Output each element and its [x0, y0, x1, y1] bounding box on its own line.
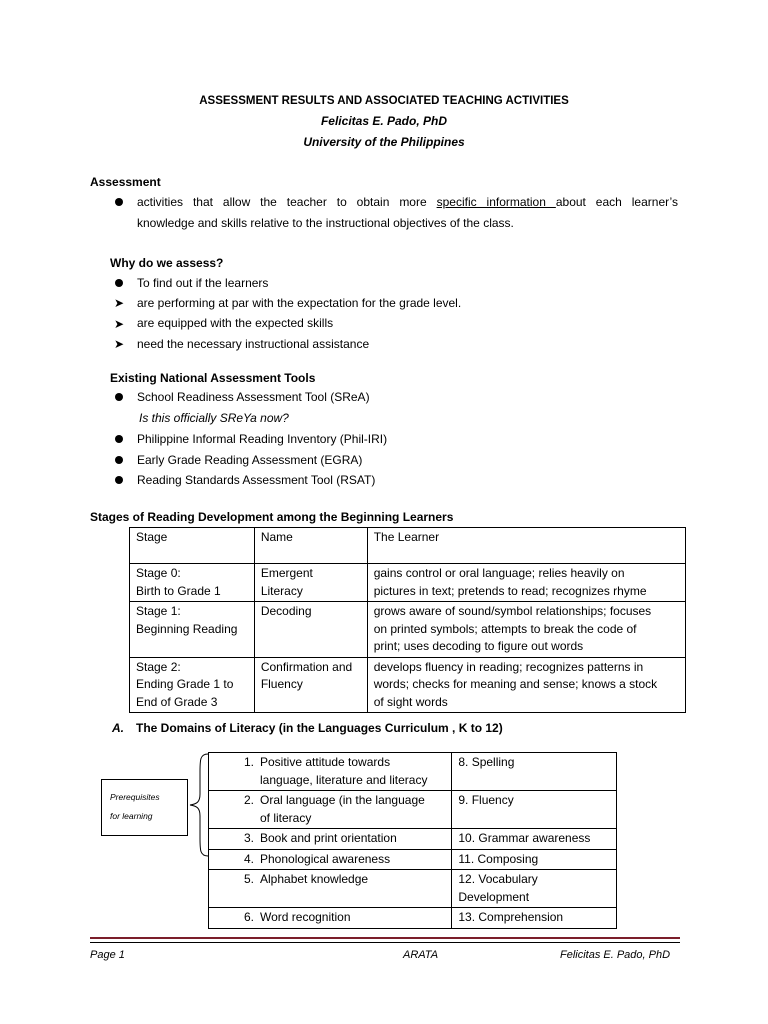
domain-cell: 4. Phonological awareness — [209, 849, 452, 870]
table-row — [209, 829, 617, 850]
domain-cell: 2. Oral language (in the language of literacy — [209, 791, 452, 829]
tool-item: Reading Standards Assessment Tool (RSAT) — [137, 473, 376, 487]
learner-cell: gains control or oral language; relies heavily on pictures in text; pretends to read; recognizes rhyme — [367, 564, 685, 602]
bullet-dot-icon — [115, 279, 123, 287]
stage-cell: Stage 0: Birth to Grade 1 — [130, 564, 255, 602]
bullet-dot-icon — [115, 435, 123, 443]
bullet-dot-icon — [115, 198, 123, 206]
why-sub-item: need the necessary instructional assistance — [137, 337, 370, 351]
table-row — [130, 602, 686, 658]
table-row — [209, 870, 617, 908]
author-name: Felicitas E. Pado, PhD — [320, 114, 448, 128]
why-sub-item: are equipped with the expected skills — [137, 316, 334, 330]
name-cell: Decoding — [254, 602, 367, 658]
footer-author: Felicitas E. Pado, PhD — [560, 949, 671, 961]
table-row — [209, 849, 617, 870]
domain-cell: 9. Fluency — [452, 791, 617, 829]
table-header-cell: Name — [254, 528, 367, 564]
why-bullet: To find out if the learners — [137, 276, 269, 290]
arrow-bullet-icon: ➤ — [114, 296, 125, 310]
learner-cell: develops fluency in reading; recognizes patterns in words; checks for meaning and sense; knows a stock of sight words — [367, 657, 685, 713]
arrow-bullet-icon: ➤ — [114, 337, 125, 351]
footer-rule — [90, 942, 680, 943]
name-cell: Emergent Literacy — [254, 564, 367, 602]
arrow-bullet-icon: ➤ — [114, 317, 125, 331]
domain-cell: 3. Book and print orientation — [209, 829, 452, 850]
table-row — [209, 908, 617, 929]
footer-page-number: Page 1 — [90, 949, 125, 961]
table-row — [130, 564, 686, 602]
prerequisites-label: for learning — [110, 811, 153, 821]
stages-table — [129, 527, 686, 713]
tool-note: Is this officially SReYa now? — [139, 411, 289, 425]
why-sub-item: are performing at par with the expectation for the grade level. — [137, 296, 462, 310]
tool-item: Philippine Informal Reading Inventory (Phil-IRI) — [137, 432, 388, 446]
domains-table — [208, 752, 617, 929]
tools-heading: Existing National Assessment Tools — [110, 371, 316, 385]
table-header-cell: Stage — [130, 528, 255, 564]
domain-cell: 1. Positive attitude towards language, literature and literacy — [209, 753, 452, 791]
footer-rule — [90, 937, 680, 939]
table-row — [209, 791, 617, 829]
bullet-dot-icon — [115, 476, 123, 484]
prerequisites-box — [101, 779, 188, 836]
stage-cell: Stage 1: Beginning Reading — [130, 602, 255, 658]
domain-cell: 12. Vocabulary Development — [452, 870, 617, 908]
table-header-cell: The Learner — [367, 528, 685, 564]
table-row — [130, 657, 686, 713]
domain-cell: 11. Composing — [452, 849, 617, 870]
domain-cell: 8. Spelling — [452, 753, 617, 791]
assessment-definition-line1: activities that allow the teacher to obtain more specific information about each learner’s — [137, 195, 679, 209]
table-header-row — [130, 528, 686, 564]
table-row — [209, 753, 617, 791]
domain-cell: 10. Grammar awareness — [452, 829, 617, 850]
name-cell: Confirmation and Fluency — [254, 657, 367, 713]
domain-cell: 6. Word recognition — [209, 908, 452, 929]
brace-icon — [188, 752, 210, 858]
assessment-definition-line2: knowledge and skills relative to the instructional objectives of the class. — [137, 216, 514, 230]
assessment-heading: Assessment — [90, 175, 161, 189]
tool-item: School Readiness Assessment Tool (SReA) — [137, 390, 370, 404]
footer-center-text: ARATA — [403, 949, 439, 961]
domain-cell: 13. Comprehension — [452, 908, 617, 929]
learner-cell: grows aware of sound/symbol relationships; focuses on printed symbols; attempts to break the code of print; uses decoding to figure out words — [367, 602, 685, 658]
domains-heading: The Domains of Literacy (in the Languages Curriculum , K to 12) — [136, 721, 503, 735]
tool-item: Early Grade Reading Assessment (EGRA) — [137, 453, 363, 467]
stages-heading: Stages of Reading Development among the Beginning Learners — [90, 510, 454, 524]
domain-cell: 5. Alphabet knowledge — [209, 870, 452, 908]
institution-name: University of the Philippines — [303, 135, 465, 149]
why-heading: Why do we assess? — [110, 256, 224, 270]
bullet-dot-icon — [115, 456, 123, 464]
prerequisites-label: Prerequisites — [110, 792, 160, 802]
section-letter: A. — [112, 721, 124, 735]
document-title: ASSESSMENT RESULTS AND ASSOCIATED TEACHING ACTIVITIES — [199, 95, 569, 107]
bullet-dot-icon — [115, 393, 123, 401]
stage-cell: Stage 2: Ending Grade 1 to End of Grade 3 — [130, 657, 255, 713]
